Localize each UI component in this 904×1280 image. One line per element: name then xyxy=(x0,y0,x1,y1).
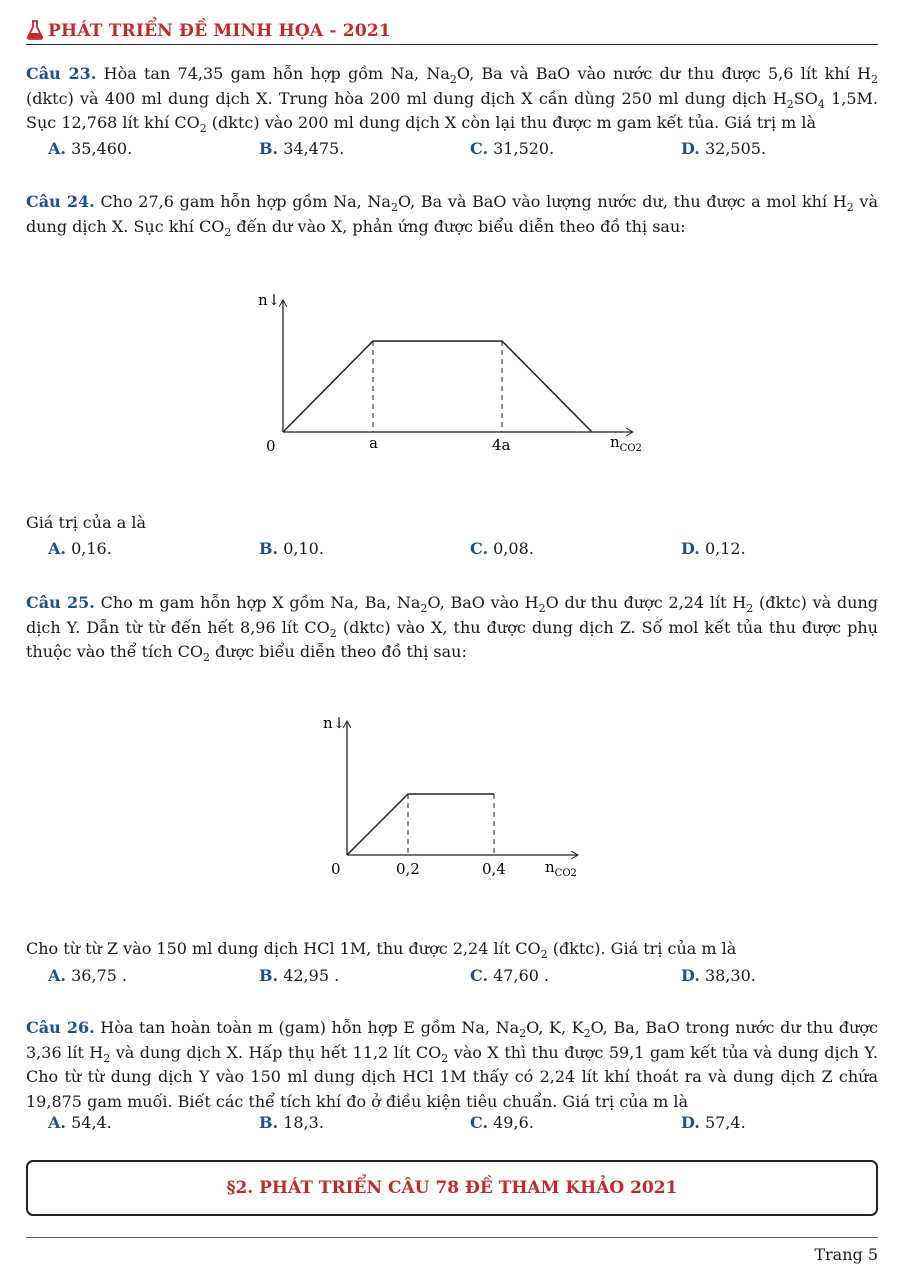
question-25-prompt: Cho từ từ Z vào 150 ml dung dịch HCl 1M, thu được 2,24 lít $CO_2$ (đktc). Giá trị của m là xyxy=(26,939,737,962)
tick-label-4a: 4a xyxy=(492,436,511,454)
options-25 xyxy=(48,966,878,990)
option-a[interactable]: A. 35,460. xyxy=(48,139,133,158)
y-axis-label: n↓ xyxy=(258,291,281,309)
question-text: Hòa tan 74,35 gam hỗn hợp gồm Na, $Na_2O$, Ba và BaO vào nước dư thu được 5,6 lít khí $H_2$ (dktc) và 400 ml dung dịch X. Trung hòa 200 ml dung dịch X cần dùng 250 ml dung dịch $H_2SO_4$ 1,5M. Sục 12,768 lít khí $CO_2$ (dktc) vào 200 ml dung dịch X còn lại thu được m gam kết tủa. Giá trị m là xyxy=(26,64,879,136)
page-header-title: PHÁT TRIỂN ĐỀ MINH HỌA - 2021 xyxy=(48,21,391,41)
options-26 xyxy=(48,1113,878,1137)
question-23 xyxy=(26,62,878,136)
tick-label-a: a xyxy=(369,434,378,452)
question-label: Câu 24. xyxy=(26,192,95,211)
question-label: Câu 25. xyxy=(26,593,95,612)
option-c[interactable]: C. 0,08. xyxy=(470,539,534,558)
option-a[interactable]: A. 36,75 . xyxy=(48,966,128,985)
option-b[interactable]: B. 0,10. xyxy=(259,539,324,558)
graph-curve xyxy=(283,341,592,432)
question-label: Câu 23. xyxy=(26,64,97,83)
origin-label: 0 xyxy=(266,437,276,455)
question-label: Câu 26. xyxy=(26,1018,95,1037)
tick-label-0-4: 0,4 xyxy=(482,860,506,878)
page-number: Trang 5 xyxy=(814,1245,878,1264)
option-a[interactable]: A. 54,4. xyxy=(48,1113,112,1132)
graph-25 xyxy=(305,705,605,885)
options-24 xyxy=(48,539,878,563)
question-26 xyxy=(26,1016,878,1114)
section-title: §2. PHÁT TRIỂN CÂU 78 ĐỀ THAM KHẢO 2021 xyxy=(226,1178,678,1198)
option-c[interactable]: C. 31,520. xyxy=(470,139,555,158)
page-header xyxy=(26,18,878,45)
option-b[interactable]: B. 42,95 . xyxy=(259,966,340,985)
options-23 xyxy=(48,139,878,163)
graph-curve xyxy=(347,794,494,855)
question-text: Hòa tan hoàn toàn m (gam) hỗn hợp E gồm Na, $Na_2O$, K, $K_2O$, Ba, BaO trong nước dư thu được 3,36 lít $H_2$ và dung dịch X. Hấp thụ hết 11,2 lít $CO_2$ vào X thì thu được 59,1 gam kết tủa và dung dịch Y. Cho từ từ dung dịch Y vào 150 ml dung dịch HCl 1M thấy có 2,24 lít khí thoát ra và dung dịch Z chứa 19,875 gam muối. Biết các thể tích khí đo ở điều kiện tiêu chuẩn. Giá trị của m là xyxy=(26,1018,879,1111)
option-b[interactable]: B. 18,3. xyxy=(259,1113,324,1132)
option-b[interactable]: B. 34,475. xyxy=(259,139,345,158)
question-24-prompt: Giá trị của a là xyxy=(26,513,146,532)
option-d[interactable]: D. 57,4. xyxy=(681,1113,746,1132)
question-text: Cho 27,6 gam hỗn hợp gồm Na, $Na_2O$, Ba và BaO vào lượng nước dư, thu được a mol khí $H_2$ và dung dịch X. Sục khí $CO_2$ đến dư vào X, phản ứng được biểu diễn theo đồ thị sau: xyxy=(26,192,879,239)
origin-label: 0 xyxy=(331,860,341,878)
option-c[interactable]: C. 49,6. xyxy=(470,1113,534,1132)
tick-label-0-2: 0,2 xyxy=(396,860,420,878)
x-axis-label: $n_{CO2}$ xyxy=(610,433,642,454)
section-heading-box xyxy=(26,1160,878,1216)
option-c[interactable]: C. 47,60 . xyxy=(470,966,550,985)
footer-divider xyxy=(26,1237,878,1238)
question-25 xyxy=(26,591,878,665)
flask-icon xyxy=(26,20,44,40)
question-text: Cho m gam hỗn hợp X gồm Na, Ba, $Na_2O$, BaO vào $H_2O$ dư thu được 2,24 lít $H_2$ (đktc) và dung dịch Y. Dẫn từ từ đến hết 8,96 lít $CO_2$ (dktc) vào X, thu được dung dịch Z. Số mol kết tủa thu được phụ thuộc vào thể tích $CO_2$ được biểu diễn theo đồ thị sau: xyxy=(26,593,879,665)
option-d[interactable]: D. 0,12. xyxy=(681,539,746,558)
x-axis-label: $n_{CO2}$ xyxy=(545,858,577,879)
y-axis-label: n↓ xyxy=(323,714,346,732)
graph-24 xyxy=(240,285,670,460)
option-d[interactable]: D. 32,505. xyxy=(681,139,767,158)
option-a[interactable]: A. 0,16. xyxy=(48,539,112,558)
option-d[interactable]: D. 38,30. xyxy=(681,966,756,985)
question-24 xyxy=(26,190,878,239)
